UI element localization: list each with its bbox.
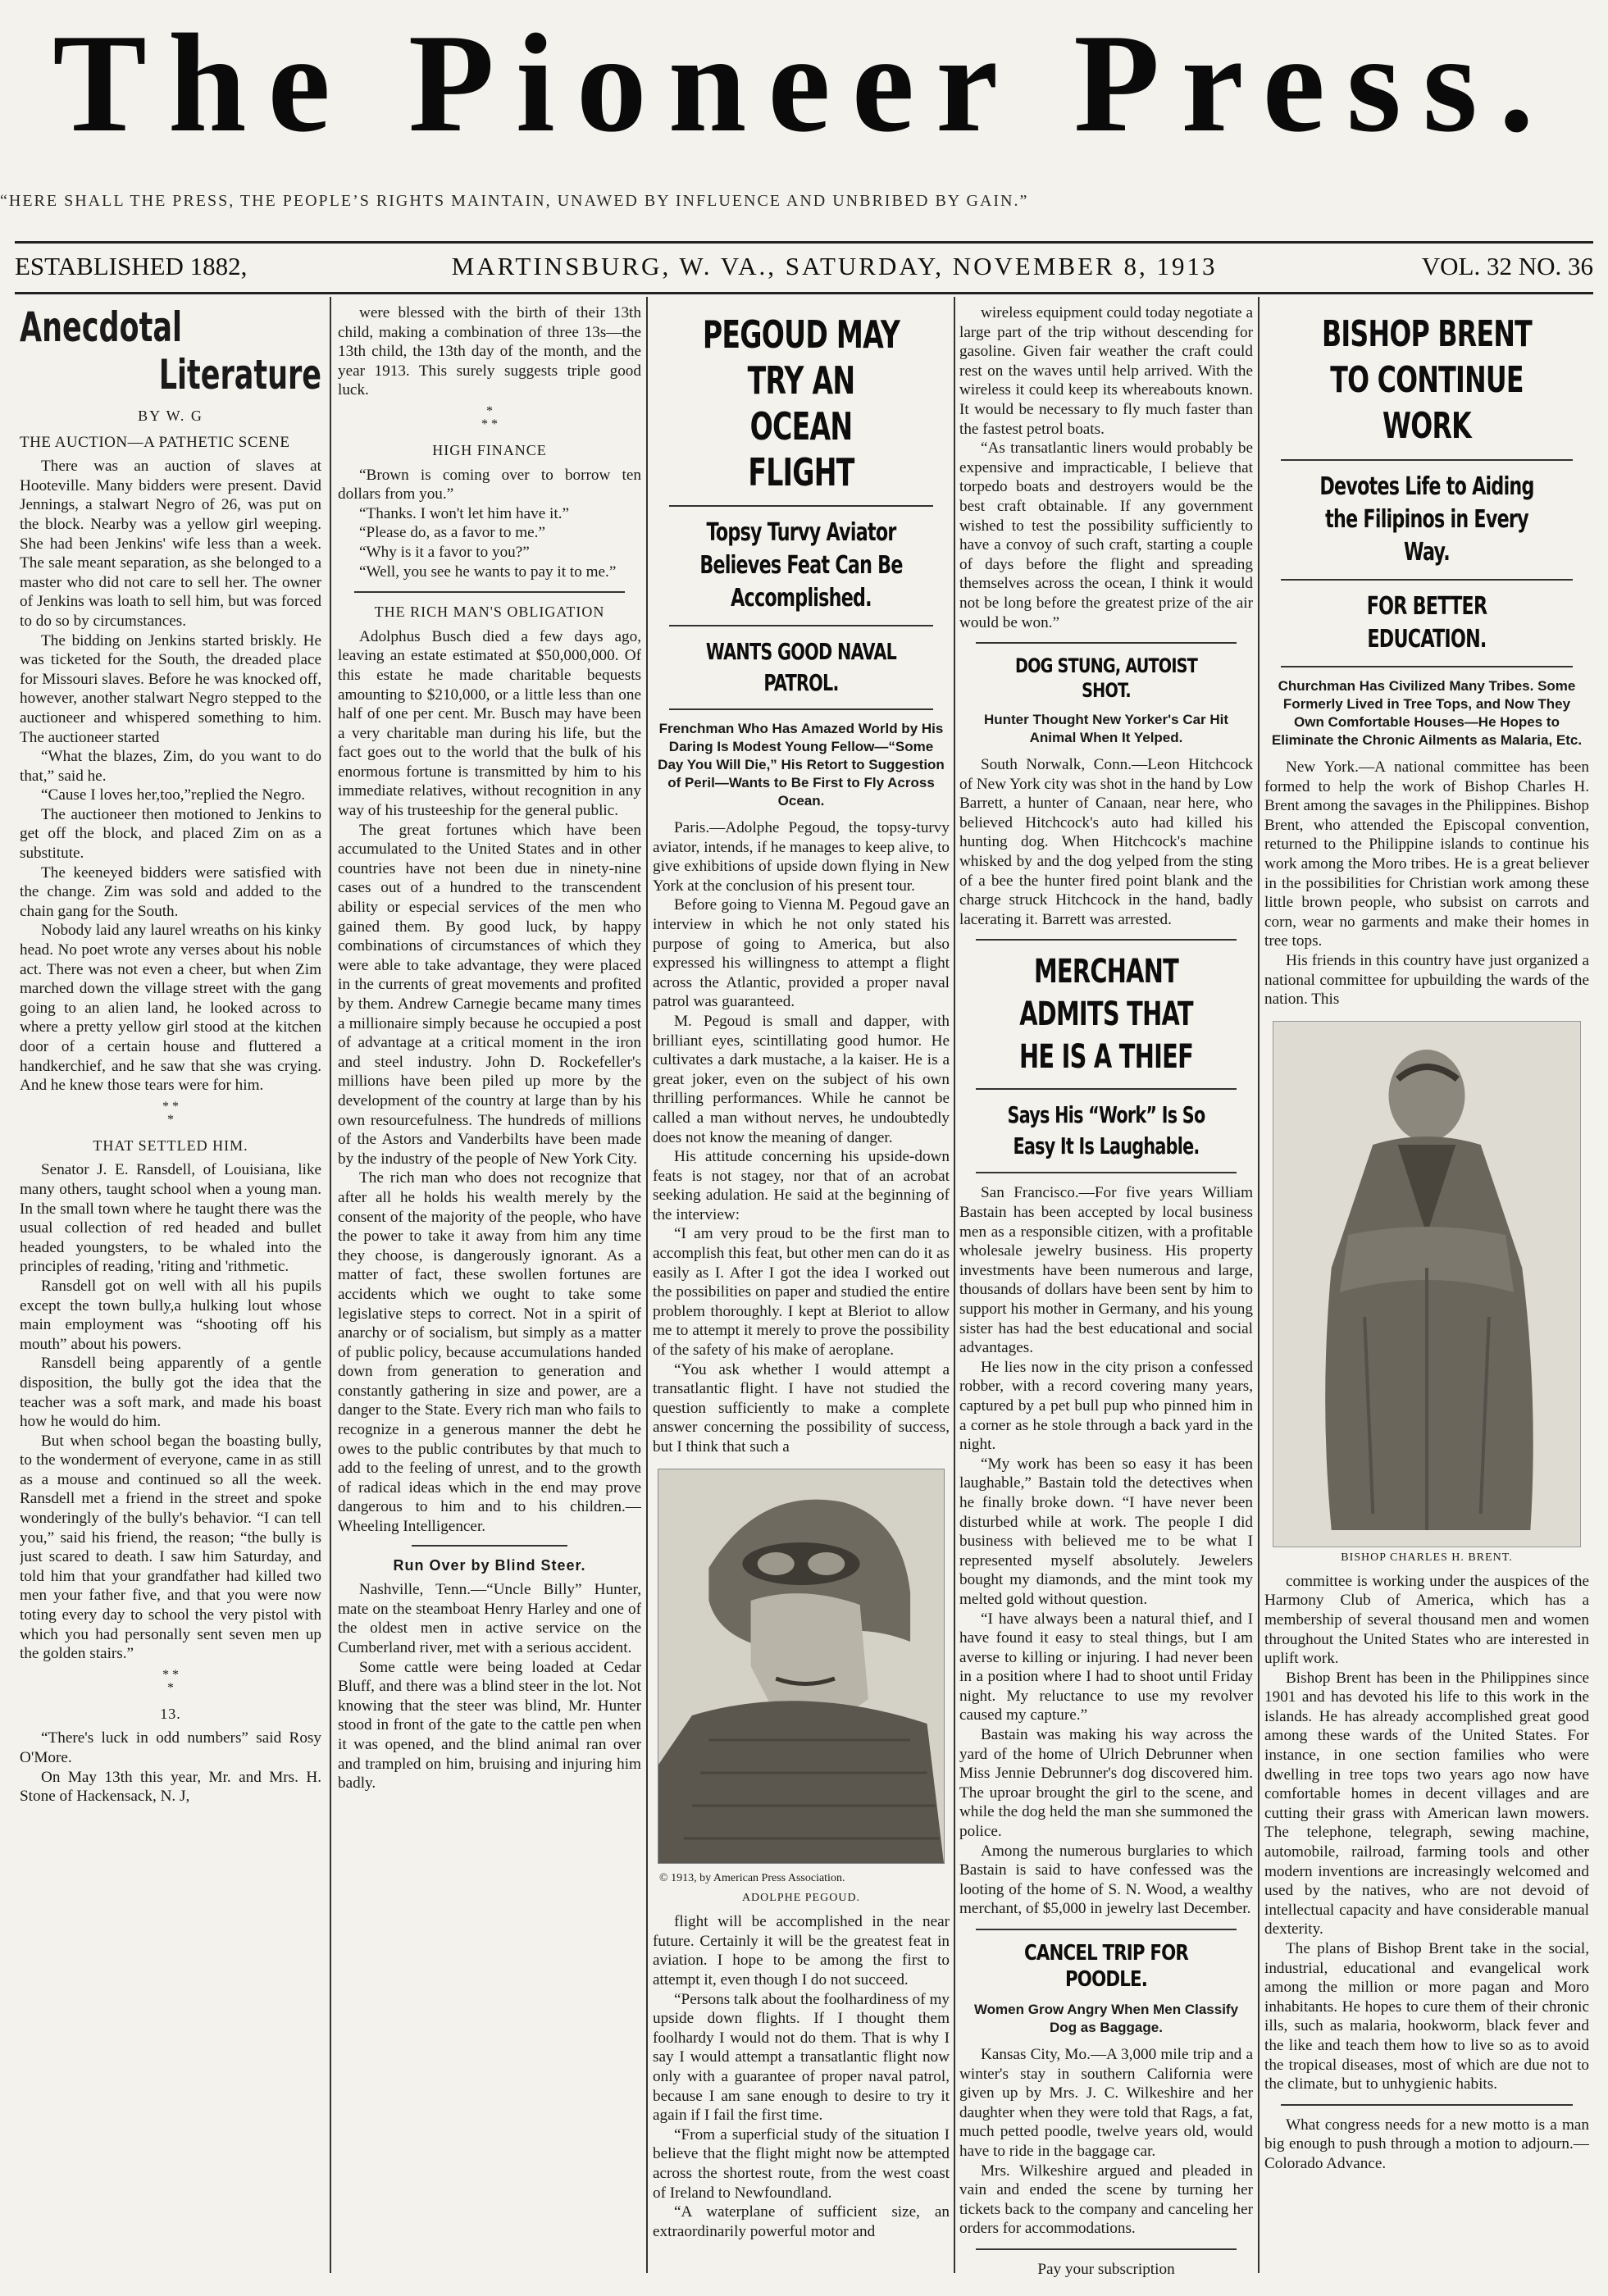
column-rule [1258, 297, 1260, 2273]
photo-adolphe-pegoud [658, 1469, 945, 1864]
headline-merchant: MERCHANT ADMITS THAT HE IS A THIEF [1018, 953, 1194, 1077]
established-date: ESTABLISHED 1882, [15, 252, 248, 280]
masthead-motto: “HERE SHALL THE PRESS, THE PEOPLE’S RIGHTS MAINTAIN, UNAWED BY INFLUENCE AND UNBRIBED BY GAIN.” [0, 192, 1029, 210]
paragraph: “Persons talk about the foolhardiness of my upside down flights. If I thought them foolhardy I would not do them. That is why I say I would attempt a transatlantic flight now only with a guarantee of proper naval patrol, because I am sane enough to desire to try it again if I fail the first time. [653, 1990, 950, 2125]
divider [1281, 459, 1573, 461]
paragraph: M. Pegoud is small and dapper, with brilliant eyes, scintillating good humor. He cultivates a dark mustache, a la kaiser. He is a great joker, even on the subject of his own thrilling performances. While he cannot be called a man without nerves, he undoubtedly does not know the meaning of danger. [653, 1012, 950, 1146]
paragraph: San Francisco.—For five years William Bastain has been accepted by local business men as a responsible citizen, with a profitable wholesale jewelry business. His property investments have been numerous and large, thousands of dollars have been sent by him to support his mother in Germany, and his young sister has had the best educational and social advantages. [959, 1184, 1253, 1357]
paragraph: The great fortunes which have been accumulated to the United States and in other countries have not been due in ninety-nine cases out of a hundred to the transcendent ability or especial services of the men who gained them. By good luck, by happy combinations of circumstances of which they were able to take advantage, they were placed in the currents of great movements and profited by them. Andrew Carnegie became many times a millionaire simply because he occupied a post of advantage at a critical moment in the iron and steel industry. John D. Rockefeller's millions have been piled up more by the development of the country at large than by his own resourcefulness. The hundreds of millions of the Astors and Vanderbilts have been made by the industry of the people of New York City. [338, 821, 641, 1168]
divider [669, 625, 933, 626]
place-and-date: MARTINSBURG, W. VA., SATURDAY, NOVEMBER 8, 1913 [451, 252, 1218, 280]
divider [669, 505, 933, 507]
paragraph: But when school began the boasting bully, to the wonderment of everyone, came in as still as a mouse and continued so all the week. Ransdell met a friend in the street and spoke wonderingly of the bully's behavior. “I can tell you,” said his friend, the reason; “the bully is just scared to death. I saw him Saturday, and told him that your grandfather had killed two men your father five, and that you were now toting every day to school the very pistol with which you had personally sent seven men up the golden stairs.” [20, 1432, 321, 1663]
column-four [959, 303, 1253, 2280]
subscription-notice: Pay your subscription [1037, 2260, 1175, 2278]
divider [354, 591, 625, 593]
volume-number: VOL. 32 NO. 36 [1421, 252, 1593, 280]
deck-dog-stung: Hunter Thought New Yorker's Car Hit Animal When It Yelped. [983, 712, 1229, 746]
paragraph: “My work has been so easy it has been laughable,” Bastain told the detectives when he finally broke down. “I have never been disturbed while at work. The people I did business with believed me to be what I represented myself absolutely. Jewelers bought my diamonds, and the mint took my melted gold without question. [959, 1455, 1253, 1608]
column-bishop-brent [1264, 303, 1589, 2280]
article-dog-stung [959, 755, 1253, 929]
aviator-portrait-image [658, 1469, 944, 1863]
article-poodle [959, 2045, 1253, 2239]
paragraph: Bastain was making his way across the yard of the home of Ulrich Debrunner when Miss Jennie Debrunner's dog discovered him. The uproar brought the girl to the scene, and while the dog held the man she summoned the police. [959, 1726, 1253, 1841]
paragraph: “A waterplane of sufficient size, an extraordinarily powerful motor and [653, 2203, 950, 2240]
masthead [0, 0, 1608, 172]
divider [1281, 666, 1573, 667]
paragraph: The rich man who does not recognize that after all he holds his wealth merely by the consent of the majority of the people, who have the power to take it away from him any time they choose, is dangerously ignorant. As a matter of fact, these swollen fortunes are accidents which we ought to take some legislative steps to correct. Not in a spirit of anarchy or of socialism, but simply as a matter of public policy, because accumulations handed down from generation to generation and constantly gathering in size and power, are a danger to the State. Every rich man who fails to recognize in a generous manner the debt he owes to the public contributes by that much to add to the feeling of unrest, and to the growth of radical ideas which in the end may prove dangerous to him and to his children.— Wheeling Intelligencer. [338, 1169, 641, 1536]
paragraph: “Brown is coming over to borrow ten dollars from you.” [338, 466, 641, 503]
article-settled [20, 1160, 321, 1663]
asterism: * * * [162, 1667, 179, 1695]
paragraph: Among the numerous burglaries to which Bastain is said to have confessed was the looting of the home of S. N. Wood, a wealthy merchant, of $5,000 in jewelry last December. [959, 1842, 1253, 1918]
paragraph: “There's luck in odd numbers” said Rosy O'More. [20, 1729, 321, 1766]
headline-bishop-brent: BISHOP BRENT TO CONTINUE WORK [1321, 313, 1533, 447]
article-high-finance [338, 466, 641, 582]
paragraph: The auctioneer then motioned to Jenkins to get off the block, and placed Zim on as a substitute. [20, 805, 321, 863]
article-blind-steer [338, 1580, 641, 1793]
paragraph: Kansas City, Mo.—A 3,000 mile trip and a winter's stay in southern California were given up by Mrs. J. C. Wilkeshire and her daughter when they were told that Rags, a fat, much petted poodle, twelve years old, would have to ride in the baggage car. [959, 2046, 1253, 2160]
paragraph: “I am very proud to be the first man to accomplish this feat, but other men can do it as easily as I. After I got the idea I worked out the possibilities on paper and studied the entire problem thoroughly. I kept at Bleriot to allow me to attempt it merely to prove the possibility of the safety of his make of aeroplane. [653, 1225, 950, 1360]
headline-anecdotal: Anecdotal [20, 303, 182, 351]
article-auction [20, 457, 321, 1096]
bishop-portrait-image [1273, 1022, 1580, 1547]
paragraph: On May 13th this year, Mr. and Mrs. H. Stone of Hackensack, N. J, [20, 1768, 321, 1806]
article-congress-quip [1264, 2116, 1589, 2174]
subhead-filipinos: Devotes Life to Aiding the Filipinos in Every Way. [1319, 472, 1534, 567]
paragraph: Nobody laid any laurel wreaths on his kinky head. No poet wrote any verses about his noble act. There was not even a cheer, but when Zim marched down the village street with the gang going to an alien land, he looked across to where a pretty yellow girl stood at the kitchen door of a certain house and fluttered a handkerchief, and he saw that she was crying. And he knew those tears were for him. [20, 922, 321, 1095]
divider [1281, 2104, 1573, 2106]
paragraph: South Norwalk, Conn.—Leon Hitchcock of New York city was shot in the hand by Low Barrett, a hunter of Canaan, near here, who believed Hitchcock's auto had killed his hunting dog. When Hitchcock's machine whisked by and the dog yelped from the sting of a bee the hunter fired point blank and the charge struck Hitchcock in the hand, badly lacerating it. Barrett was arrested. [959, 756, 1253, 928]
column-anecdotal-literature [20, 303, 321, 2280]
paragraph: committee is working under the auspices of the Harmony Club of America, which has a membership of several thousand men and women throughout the United States who are interested in uplift work. [1264, 1572, 1589, 1668]
section-title-rich-man: THE RICH MAN'S OBLIGATION [374, 604, 605, 621]
paragraph: “From a superficial study of the situation I believe that the flight might now be attempted across the shortest route, from the west coast of Ireland to Newfoundland. [653, 2125, 950, 2202]
article-13 [20, 1729, 321, 1806]
section-title-blind-steer: Run Over by Blind Steer. [393, 1556, 586, 1574]
section-title-auction: THE AUCTION—A PATHETIC SCENE [20, 433, 290, 451]
paragraph: “Thanks. I won't let him have it.” [359, 504, 570, 522]
article-pegoud-continued [653, 1912, 950, 2241]
column-rule [646, 297, 648, 2273]
paragraph: Senator J. E. Ransdell, of Louisiana, like many others, taught school when a young man. In the small town where he taught there was the usual collection of red headed and bullet headed youngsters, to be whaled into the principles of reading, 'riting and 'rithmetic. [20, 1161, 321, 1276]
deck-pegoud: Frenchman Who Has Amazed World by His Daring Is Modest Young Fellow—“Some Day You Will Die,” His Retort to Suggestion of Peril—Wants to Be First to Fly Across Ocean. [658, 721, 945, 809]
paragraph: The plans of Bishop Brent take in the social, industrial, educational and evangelical work among the million or more pagan and Moro inhabitants. He hopes to cure them of their chronic ills, such as malaria, hookworm, black fever and the like and teach them how to live so as to avoid the tropical diseases, most of which are due not to the climate, but to unhygienic habits. [1264, 1940, 1589, 2093]
paragraph: New York.—A national committee has been formed to help the work of Bishop Charles H. Brent among the savages in the Philippines. Bishop Brent, who attended the Episcopal convention, returned to the Philippine islands to continue his work among the Moro tribes. He is a great believer in the possibilities for Christian work among these little brown people, who subsist on carrots and corn, wear no garments and make their homes in tree tops. [1264, 758, 1589, 950]
paragraph: wireless equipment could today negotiate a large part of the trip without descending for gasoline. Given fair weather the craft could rest on the waves until help arrived. With the wireless it could keep its whereabouts known. It would be necessary to fly much faster than the fastest petrol boats. [959, 304, 1253, 438]
paragraph: Adolphus Busch died a few days ago, leaving an estate estimated at $50,000,000. Of this estate he made charitable bequests amounting to $210,000, or a little less than one half of one per cent. Mr. Busch may have been a very charitable man during his life, but the fact goes out to the world that the bulk of his enormous fortune is transmitted by him to his immediate relatives, without recognition in any way of his trusteeship for the general public. [338, 627, 641, 820]
paragraph: “I have always been a natural thief, and I have found it easy to steal things, but I am averse to killing or injuring. I had never been in a position where I had to shoot until Friday night. My reluctance to use my revolver caused my capture.” [959, 1610, 1253, 1724]
masthead-title: The Pioneer Press. [52, 6, 1556, 162]
photo-credit: © 1913, by American Press Association. [659, 1871, 845, 1884]
paragraph: “What the blazes, Zim, do you want to do that,” said he. [20, 748, 321, 785]
subhead-naval-patrol: WANTS GOOD NAVAL PATROL. [705, 638, 897, 696]
divider [412, 1545, 567, 1547]
paragraph: Ransdell being apparently of a gentle disposition, the bully got the idea that the teacher was a soft mark, and made his boast how he would do him. [20, 1355, 321, 1431]
paragraph: His friends in this country have just organized a national committee for upbuilding the wards of the nation. This [1264, 951, 1589, 1009]
column-rule [954, 297, 955, 2273]
dateline-rule [15, 292, 1593, 294]
divider [976, 2248, 1237, 2250]
paragraph: Some cattle were being loaded at Cedar Bluff, and there was a blind steer in the lot. Not knowing that the steer was blind, Mr. Hunter stood in front of the gate to the cattle pen when it was opened, and the blind animal ran over and trampled on him, bruising and injuring him badly. [338, 1658, 641, 1793]
divider [976, 642, 1237, 644]
paragraph: Mrs. Wilkeshire argued and pleaded in vain and ended the scene by turning her tickets back to the company and canceling her orders for accommodations. [959, 2162, 1253, 2238]
section-title-13: 13. [160, 1705, 181, 1722]
paragraph: “Well, you see he wants to pay it to me.” [359, 563, 617, 581]
paragraph: Ransdell got on well with all his pupils except the town bully,a hulking lout whose main employment was “shooting off his mouth” about his powers. [20, 1277, 321, 1353]
article-bishop-brent-continued [1264, 1572, 1589, 2094]
column-pegoud [653, 303, 950, 2280]
divider [976, 1929, 1237, 1930]
subhead-merchant: Says His “Work” Is So Easy It Is Laughable. [1007, 1101, 1205, 1160]
paragraph: His attitude concerning his upside-down feats is not stagey, nor that of an acrobat seeking adulation. He said at the beginning of the interview: [653, 1148, 950, 1223]
deck-bishop-brent: Churchman Has Civilized Many Tribes. Some Formerly Lived in Tree Tops, and Now They Own Comfortable Houses—He Hopes to Eliminate the Chronic Ailments as Malaria, Etc. [1271, 678, 1583, 748]
dateline [15, 248, 1593, 285]
asterism: * * * [481, 403, 498, 431]
paragraph: “As transatlantic liners would probably be expensive and impracticable, I believe that torpedo boats and destroyers would be the best craft obtainable. If any government wished to test the possibility sufficiently to have a convoy of such craft, starting a couple of days before the flight and spreading themselves across the ocean, I think it would not be long before the greatest prize of the air would be won.” [959, 440, 1253, 631]
paragraph: “Please do, as a favor to me.” [359, 524, 545, 542]
column-rule [330, 297, 331, 2273]
subhead-pegoud: Topsy Turvy Aviator Believes Feat Can Be Accomplished. [699, 518, 903, 613]
headline-literature: Literature [158, 351, 321, 399]
photo-caption-brent: BISHOP CHARLES H. BRENT. [1341, 1551, 1513, 1564]
article-rich-man [338, 627, 641, 1537]
paragraph: “Why is it a favor to you?” [359, 543, 530, 561]
divider [976, 1172, 1237, 1173]
paragraph: What congress needs for a new motto is a man big enough to push through a motion to adjourn.—Colorado Advance. [1264, 2116, 1589, 2172]
byline: BY W. G [138, 408, 203, 424]
paragraph: He lies now in the city prison a confessed robber, with a record covering many years, captured by a pet bull pup who pinned him in a corner as he stole through a back yard in the night. [959, 1358, 1253, 1454]
paragraph: The keeneyed bidders were satisfied with the change. Zim was sold and added to the chain gang for the South. [20, 863, 321, 920]
article-13-continued [338, 303, 641, 400]
headline-pegoud: PEGOUD MAY TRY AN OCEAN FLIGHT [702, 312, 900, 494]
headline-poodle: CANCEL TRIP FOR POODLE. [1024, 1941, 1188, 1992]
divider [1281, 579, 1573, 581]
paragraph: flight will be accomplished in the near future. Certainly it will be the greatest feat in aviation. I hope to be among the first to attempt it, even though I do not succeed. [653, 1913, 950, 1988]
subhead-education: FOR BETTER EDUCATION. [1366, 592, 1487, 654]
article-merchant [959, 1183, 1253, 1919]
article-pegoud-end [959, 303, 1253, 632]
article-bishop-brent [1264, 758, 1589, 1009]
divider [976, 1088, 1237, 1090]
paragraph: Before going to Vienna M. Pegoud gave an interview in which he not only stated his purpose of going to America, but also expressed his willingness to attempt a flight across the Atlantic, provided a proper naval patrol was guaranteed. [653, 896, 950, 1011]
photo-bishop-brent [1273, 1021, 1581, 1547]
paragraph: Bishop Brent has been in the Philippines since 1901 and has devoted his life to this work in the islands. He has already accomplished great good among these wards of the United States. For instance, in one section families who were dwelling in tree tops two years ago now have comfortable homes in decent villages and are cutting their grass with American lawn mowers. The telephone, telegraph, sewing machine, automobile, railroad, farming tools and other modern inventions are increasingly welcomed and used by the natives, who are not devoid of intellectual capacity and have considerable manual dexterity. [1264, 1669, 1589, 1938]
divider [976, 939, 1237, 941]
headline-dog-stung: DOG STUNG, AUTOIST SHOT. [1015, 654, 1197, 703]
paragraph: There was an auction of slaves at Hooteville. Many bidders were present. David Jennings, a stalwart Negro of 26, was put on the block. Nearby was a yellow girl weeping. She had been Jenkins' wife less than a week. The sale meant separation, as she belonged to a master who did not care to sell her. The owner of Jenkins was loath to sell him, but was forced to do so by circumstances. [20, 458, 321, 630]
photo-caption-pegoud: ADOLPHE PEGOUD. [741, 1892, 861, 1905]
section-title-settled: THAT SETTLED HIM. [93, 1137, 248, 1154]
paragraph: Paris.—Adolphe Pegoud, the topsy-turvy aviator, intends, if he manages to keep alive, to give exhibitions of upside down flying in New York at the conclusion of his present tour. [653, 819, 950, 895]
top-rule [15, 241, 1593, 244]
section-title-high-finance: HIGH FINANCE [432, 441, 547, 458]
divider [669, 708, 933, 710]
column-two [338, 303, 641, 2280]
article-pegoud [653, 818, 950, 1457]
paragraph: were blessed with the birth of their 13th child, making a combination of three 13s—the 13th child, the 13th day of the month, and the year 1913. This surely suggests triple good luck. [338, 304, 641, 399]
deck-poodle: Women Grow Angry When Men Classify Dog as Baggage. [973, 2002, 1239, 2035]
paragraph: The bidding on Jenkins started briskly. He was ticketed for the South, the dreaded place for Missouri slaves. Before he was knocked off, however, another stalwart Negro stepped to the auctioneer and whispered something to him. The auctioneer started [20, 631, 321, 746]
asterism: * * * [162, 1099, 179, 1127]
paragraph: “You ask whether I would attempt a transatlantic flight. I have not studied the question sufficiently to make a complete answer concerning the possibility of success, but I think that such a [653, 1360, 950, 1456]
paragraph: “Cause I loves her,too,”replied the Negro. [41, 786, 306, 804]
paragraph: Nashville, Tenn.—“Uncle Billy” Hunter, mate on the steamboat Henry Harley and one of the oldest men in active service on the Cumberland river, met with a serious accident. [338, 1581, 641, 1656]
